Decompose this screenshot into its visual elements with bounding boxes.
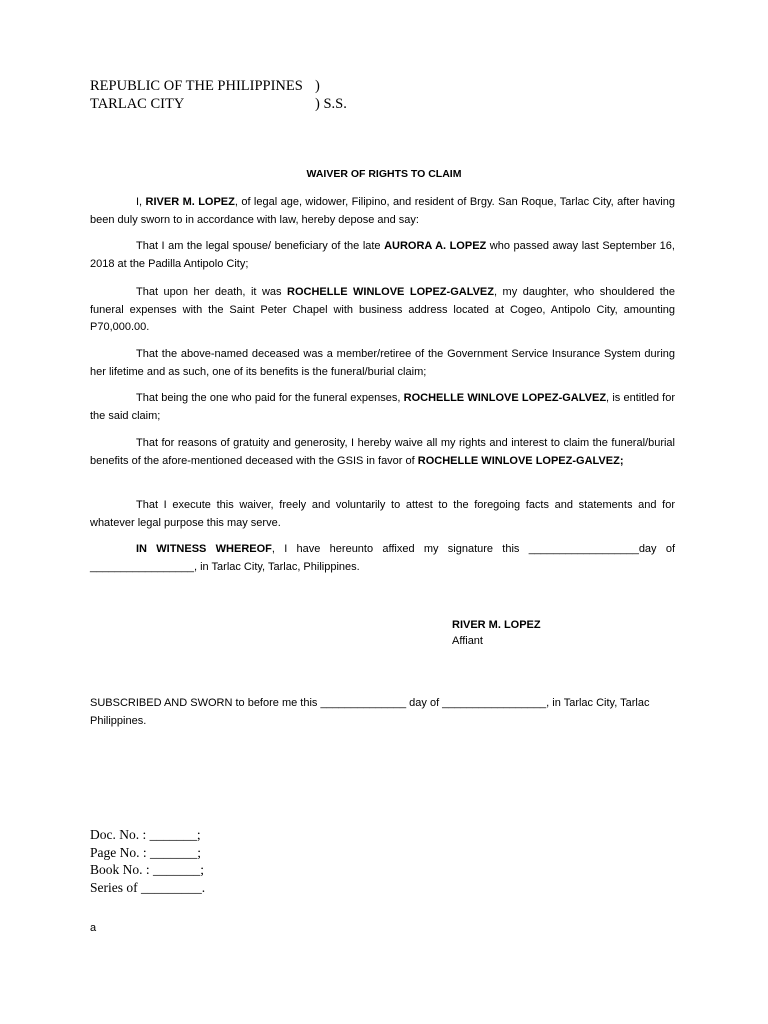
paragraph-entitlement: That being the one who paid for the funeral expenses, ROCHELLE WINLOVE LOPEZ-GALVEZ, is entitled for the said claim; xyxy=(90,392,676,422)
paragraph-affiant-intro: I, RIVER M. LOPEZ, of legal age, widower, Filipino, and resident of Brgy. San Roque, Tarlac City, after having been duly sworn to in accordance with law, hereby depose and say: xyxy=(90,196,675,226)
notarial-register xyxy=(90,826,205,896)
paragraph-spouse: That I am the legal spouse/ beneficiary of the late AURORA A. LOPEZ who passed away last September 16, 2018 at the Padilla Antipolo City; xyxy=(90,240,675,270)
signatory-role: Affiant xyxy=(452,635,483,647)
notary-page-no: Page No. : _______; xyxy=(90,844,201,860)
venue-bracket: ) xyxy=(315,78,320,94)
notary-doc-no: Doc. No. : _______; xyxy=(90,827,201,842)
paragraph-gsis-member: That the above-named deceased was a member/retiree of the Government Service Insurance System during her lifetime and as such, one of its benefits is the funeral/burial claim; xyxy=(90,348,675,378)
deceased-name: AURORA A. LOPEZ xyxy=(384,240,487,252)
beneficiary-name: ROCHELLE WINLOVE LOPEZ-GALVEZ xyxy=(287,286,494,298)
venue-line-2 xyxy=(90,95,347,113)
affiant-name: RIVER M. LOPEZ xyxy=(145,196,235,208)
signatory-name: RIVER M. LOPEZ xyxy=(452,619,541,631)
footer-mark: a xyxy=(90,922,97,934)
paragraph-witness: IN WITNESS WHEREOF, I have hereunto affixed my signature this __________________day of _________________, in Tarlac City, Tarlac, Philippines. xyxy=(90,543,675,573)
venue-republic: REPUBLIC OF THE PHILIPPINES xyxy=(90,78,303,94)
beneficiary-name: ROCHELLE WINLOVE LOPEZ-GALVEZ; xyxy=(417,454,624,467)
signature-block xyxy=(452,617,541,649)
paragraph-funeral-expenses: That upon her death, it was ROCHELLE WINLOVE LOPEZ-GALVEZ, my daughter, who shouldered the funeral expenses with the Saint Peter Chapel with business address located at Cogeo, Antipolo City, amounting P70,000.00. xyxy=(90,286,675,333)
notary-series: Series of _________. xyxy=(90,879,206,895)
paragraph-voluntary: That I execute this waiver, freely and voluntarily to attest to the foregoing facts and statements and for whatever legal purpose this may serve. xyxy=(90,499,675,529)
venue-ss: ) S.S. xyxy=(315,96,347,112)
jurat-statement: SUBSCRIBED AND SWORN to before me this ______________ day of _________________, in Tarlac City, Tarlac Philippines. xyxy=(90,697,650,727)
document-title: WAIVER OF RIGHTS TO CLAIM xyxy=(306,168,462,180)
venue-city: TARLAC CITY xyxy=(90,96,185,112)
paragraph-waiver: That for reasons of gratuity and generosity, I hereby waive all my rights and interest to claim the funeral/burial benefits of the afore-mentioned deceased with the GSIS in favor of ROCHELLE WINLOVE LOPEZ-GALVEZ; xyxy=(90,437,675,467)
venue-header xyxy=(90,77,347,113)
venue-line-1 xyxy=(90,77,320,95)
witness-clause: IN WITNESS WHEREOF xyxy=(136,543,272,555)
beneficiary-name: ROCHELLE WINLOVE LOPEZ-GALVEZ xyxy=(403,392,607,404)
notary-book-no: Book No. : _______; xyxy=(90,862,205,877)
